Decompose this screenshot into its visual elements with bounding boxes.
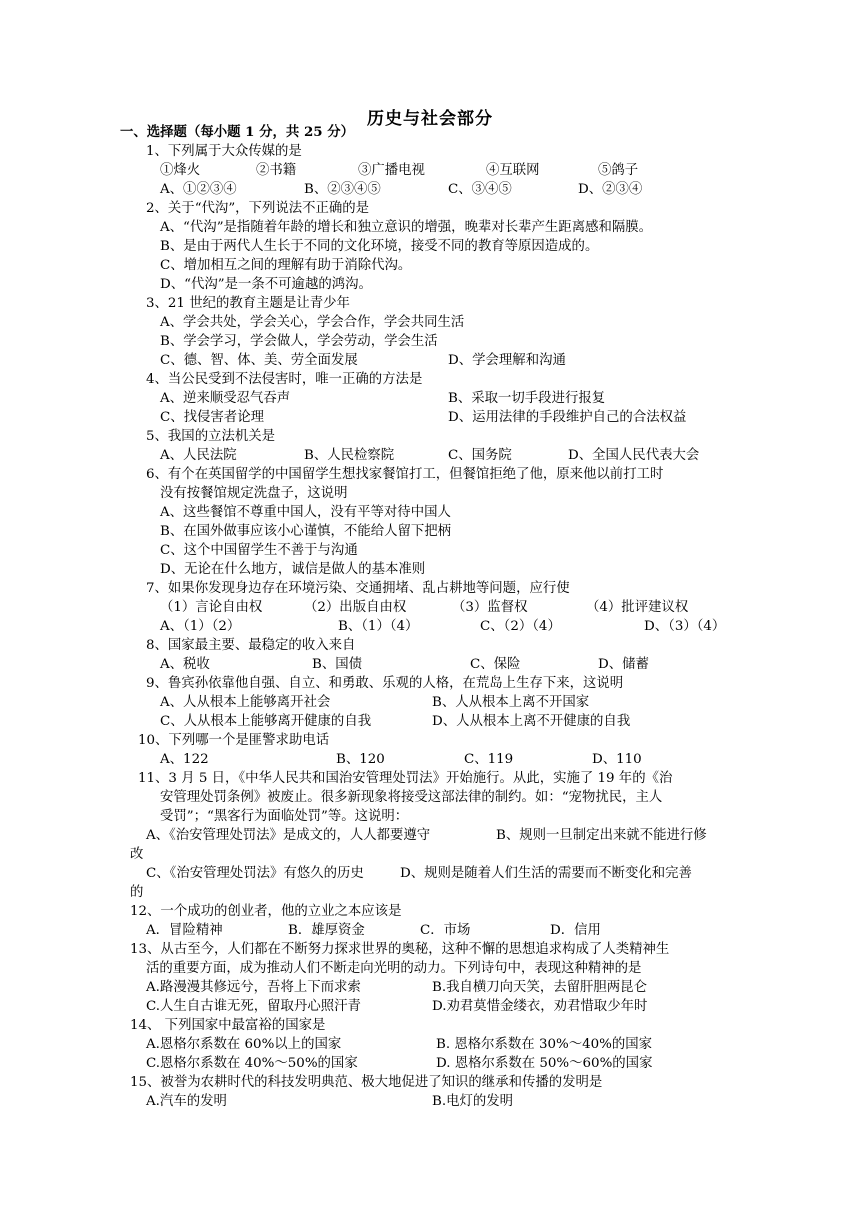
q11-option-d-cont: 的 (130, 885, 144, 900)
q10-option-a: A、122 (160, 752, 209, 767)
q15-option-b: B.电灯的发明 (432, 1094, 514, 1109)
q3-option-d: D、学会理解和沟通 (448, 353, 566, 368)
q12-option-c: C．市场 (420, 923, 471, 938)
q1-item-2: ②书籍 (256, 163, 297, 178)
q14-option-a: A.恩格尔系数在 60%以上的国家 (146, 1037, 342, 1052)
question-11-stem: 11、3 月 5 日，《中华人民共和国治安管理处罚法》开始施行。从此，实施了 19 年的《治 (138, 771, 673, 786)
q1-option-c: C、③④⑤ (448, 182, 512, 197)
q1-item-4: ④互联网 (486, 163, 540, 178)
q13-option-c: C.人生自古谁无死，留取丹心照汗青 (146, 999, 361, 1014)
q7-option-b: B、（1）（4） (338, 619, 419, 634)
q9-option-c: C、人从根本上能够离开健康的自我 (160, 714, 372, 729)
q1-option-d: D、②③④ (578, 182, 643, 197)
q4-option-a: A、逆来顺受忍气吞声 (160, 391, 291, 406)
q12-option-b: B．雄厚资金 (288, 923, 365, 938)
question-2-stem: 2、关于“代沟”，下列说法不正确的是 (146, 201, 370, 216)
question-6-stem: 6、有个在英国留学的中国留学生想找家餐馆打工，但餐馆拒绝了他，原来他以前打工时 (146, 467, 664, 482)
q9-option-b: B、人从根本上离不开国家 (432, 695, 590, 710)
q6-option-d: D、无论在什么地方，诚信是做人的基本准则 (160, 562, 426, 577)
q10-option-d: D、110 (592, 752, 642, 767)
q13-option-d: D.劝君莫惜金缕衣，劝君惜取少年时 (432, 999, 648, 1014)
q7-item-2: （2）出版自由权 (304, 600, 407, 615)
q7-item-1: （1）言论自由权 (160, 600, 263, 615)
section-heading: 一、选择题（每小题 1 分，共 25 分） (120, 124, 355, 140)
question-15-stem: 15、被誉为农耕时代的科技发明典范、极大地促进了知识的继承和传播的发明是 (130, 1075, 603, 1090)
question-3-stem: 3、21 世纪的教育主题是让青少年 (146, 296, 350, 311)
q2-option-d: D、“代沟”是一条不可逾越的鸿沟。 (160, 277, 372, 292)
q11-option-c: C、《治安管理处罚法》有悠久的历史 (146, 866, 364, 881)
q5-option-b: B、人民检察院 (304, 448, 395, 463)
question-5-stem: 5、我国的立法机关是 (146, 429, 276, 444)
q7-item-4: （4）批评建议权 (586, 600, 689, 615)
q11-option-b: B、规则一旦制定出来就不能进行修 (496, 828, 707, 843)
q10-option-b: B、120 (336, 752, 385, 767)
q5-option-c: C、国务院 (448, 448, 512, 463)
q5-option-d: D、全国人民代表大会 (568, 448, 700, 463)
question-10-stem: 10、下列哪一个是匪警求助电话 (138, 733, 330, 748)
question-9-stem: 9、鲁宾孙依靠他自强、自立、和勇敢、乐观的人格，在荒岛上生存下来，这说明 (146, 676, 624, 691)
q4-option-c: C、找侵害者论理 (160, 410, 264, 425)
page-title: 历史与社会部分 (367, 109, 493, 129)
q10-option-c: C、119 (464, 752, 514, 767)
q1-item-1: ①烽火 (160, 163, 201, 178)
q2-option-c: C、增加相互之间的理解有助于消除代沟。 (160, 258, 412, 273)
q3-option-c: C、德、智、体、美、劳全面发展 (160, 353, 358, 368)
q7-item-3: （3）监督权 (452, 600, 528, 615)
q12-option-d: D．信用 (550, 923, 601, 938)
q13-option-a: A.路漫漫其修远兮，吾将上下而求索 (146, 980, 361, 995)
question-14-stem: 14、 下列国家中最富裕的国家是 (130, 1018, 326, 1033)
q11-option-d: D、规则是随着人们生活的需要而不断变化和完善 (400, 866, 692, 881)
question-8-stem: 8、国家最主要、最稳定的收入来自 (146, 638, 356, 653)
q1-item-5: ⑤鸽子 (598, 163, 639, 178)
question-11-stem-cont-2: 受罚”；“黑客行为面临处罚”等。这说明： (160, 809, 409, 824)
q8-option-a: A、税收 (160, 657, 210, 672)
q2-option-a: A、“代沟”是指随着年龄的增长和独立意识的增强，晚辈对长辈产生距离感和隔膜。 (160, 220, 653, 235)
question-1-stem: 1、下列属于大众传媒的是 (146, 144, 302, 159)
question-7-stem: 7、如果你发现身边存在环境污染、交通拥堵、乱占耕地等问题，应行使 (146, 581, 570, 596)
q14-option-d: D. 恩格尔系数在 50%～60%的国家 (436, 1056, 653, 1071)
q4-option-d: D、运用法律的手段维护自己的合法权益 (448, 410, 687, 425)
q7-option-d: D、（3）（4） (644, 619, 726, 634)
q9-option-d: D、人从根本上离不开健康的自我 (432, 714, 631, 729)
q1-option-b: B、②③④⑤ (304, 182, 381, 197)
question-13-stem: 13、从古至今，人们都在不断努力探求世界的奥秘，这种不懈的思想追求构成了人类精神生 (130, 942, 670, 957)
q12-option-a: A．冒险精神 (146, 923, 223, 938)
q14-option-b: B. 恩格尔系数在 30%～40%的国家 (436, 1037, 653, 1052)
question-6-stem-cont: 没有按餐馆规定洗盘子，这说明 (160, 486, 348, 501)
q5-option-a: A、人民法院 (160, 448, 237, 463)
question-11-stem-cont: 安管理处罚条例》被废止。很多新现象将接受这部法律的制约。如：“宠物扰民，主人 (160, 790, 663, 805)
q7-option-a: A、（1）（2） (160, 619, 241, 634)
q3-option-a: A、学会共处，学会关心，学会合作，学会共同生活 (160, 315, 465, 330)
q15-option-a: A.汽车的发明 (146, 1094, 227, 1109)
q1-item-3: ③广播电视 (358, 163, 425, 178)
q1-option-a: A、①②③④ (160, 182, 237, 197)
q6-option-b: B、在国外做事应该小心谨慎，不能给人留下把柄 (160, 524, 452, 539)
q8-option-c: C、保险 (470, 657, 521, 672)
q7-option-c: C、（2）（4） (480, 619, 561, 634)
question-12-stem: 12、一个成功的创业者，他的立业之本应该是 (130, 904, 402, 919)
q6-option-a: A、这些餐馆不尊重中国人，没有平等对待中国人 (160, 505, 451, 520)
q8-option-b: B、国债 (312, 657, 363, 672)
question-4-stem: 4、当公民受到不法侵害时，唯一正确的方法是 (146, 372, 423, 387)
q11-option-a: A、《治安管理处罚法》是成文的，人人都要遵守 (146, 828, 431, 843)
q14-option-c: C.恩格尔系数在 40%～50%的国家 (146, 1056, 358, 1071)
q6-option-c: C、这个中国留学生不善于与沟通 (160, 543, 358, 558)
q8-option-d: D、储蓄 (598, 657, 649, 672)
q9-option-a: A、人从根本上能够离开社会 (160, 695, 331, 710)
q2-option-b: B、是由于两代人生长于不同的文化环境，接受不同的教育等原因造成的。 (160, 239, 599, 254)
q13-option-b: B.我自横刀向天笑，去留肝胆两昆仑 (432, 980, 647, 995)
q11-option-b-cont: 改 (130, 847, 144, 862)
q4-option-b: B、采取一切手段进行报复 (448, 391, 606, 406)
question-13-stem-cont: 活的重要方面，成为推动人们不断走向光明的动力。下列诗句中，表现这种精神的是 (146, 961, 642, 976)
q3-option-b: B、学会学习，学会做人，学会劳动，学会生活 (160, 334, 438, 349)
